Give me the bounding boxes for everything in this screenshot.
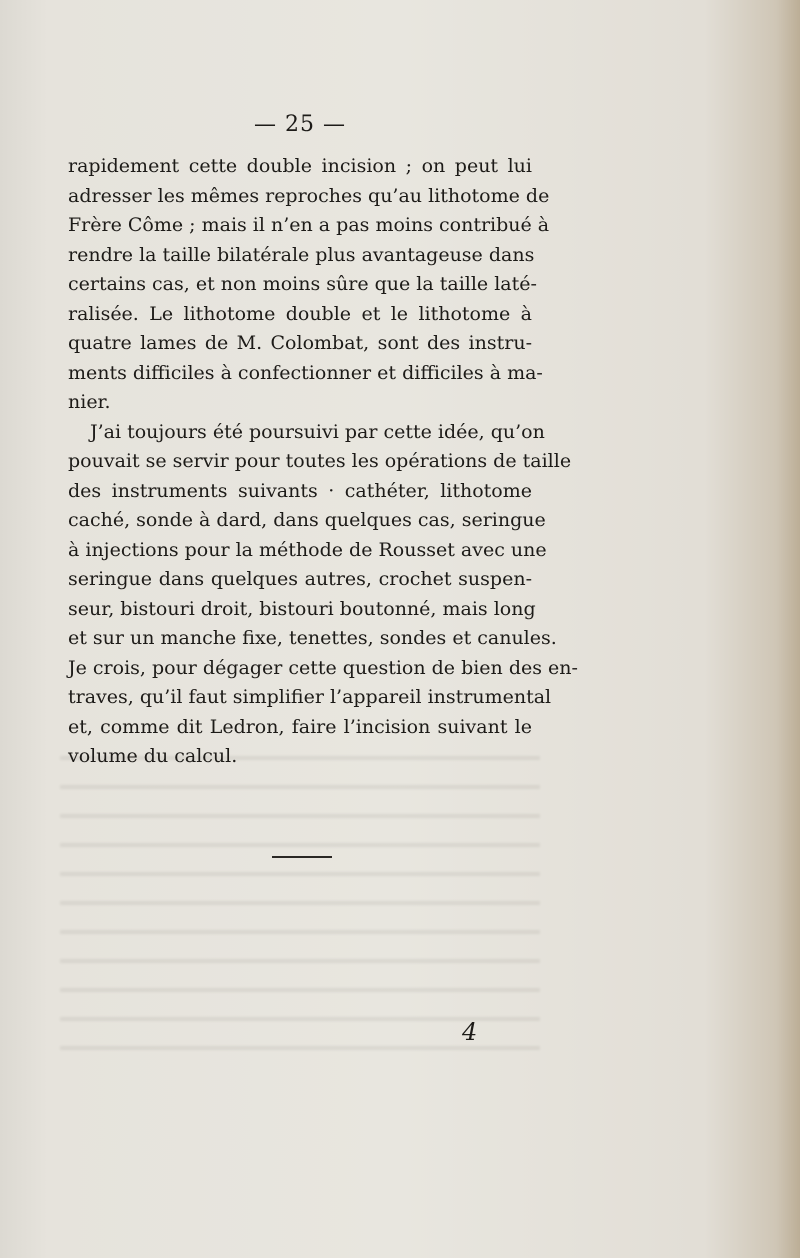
section-divider — [272, 856, 332, 858]
text-line: J’ai toujours été poursuivi par cette idée, qu’on — [90, 420, 545, 443]
body-text — [68, 152, 578, 772]
text-line: adresser les mêmes reproches qu’au lithotome de — [68, 184, 550, 207]
text-line: ments difficiles à confectionner et difficiles à ma- — [68, 361, 543, 384]
text-line: certains cas, et non moins sûre que la taille laté- — [68, 273, 537, 295]
text-line: et sur un manche fixe, tenettes, sondes et canules. — [68, 627, 557, 649]
text-line: des instruments suivants · cathéter, lithotome — [68, 479, 532, 502]
text-line: rendre la taille bilatérale plus avantageuse dans — [68, 243, 535, 266]
text-line: Je crois, pour dégager cette question de bien des en- — [68, 656, 578, 679]
signature-mark: 4 — [462, 1018, 478, 1046]
text-line: à injections pour la méthode de Rousset avec une — [68, 538, 547, 561]
text-line: quatre lames de M. Colombat, sont des instru- — [68, 332, 532, 354]
text-line: traves, qu’il faut simplifier l’appareil instrumental — [68, 686, 552, 708]
text-line: et, comme dit Ledron, faire l’incision suivant le — [68, 715, 532, 738]
text-line: caché, sonde à dard, dans quelques cas, seringue — [68, 509, 546, 531]
page-number: — 25 — — [254, 112, 346, 137]
bleed-through-texture — [60, 740, 540, 1050]
text-line: seringue dans quelques autres, crochet suspen- — [68, 568, 532, 590]
text-line: nier. — [68, 391, 111, 413]
text-line: seur, bistouri droit, bistouri boutonné, mais long — [68, 597, 536, 620]
text-line: Frère Côme ; mais il n’en a pas moins contribué à — [68, 214, 550, 236]
text-line: pouvait se servir pour toutes les opérations de taille — [68, 450, 572, 472]
text-line: volume du calcul. — [68, 745, 238, 767]
text-line: rapidement cette double incision ; on peut lui — [68, 155, 532, 177]
text-line: ralisée. Le lithotome double et le lithotome à — [68, 302, 532, 325]
